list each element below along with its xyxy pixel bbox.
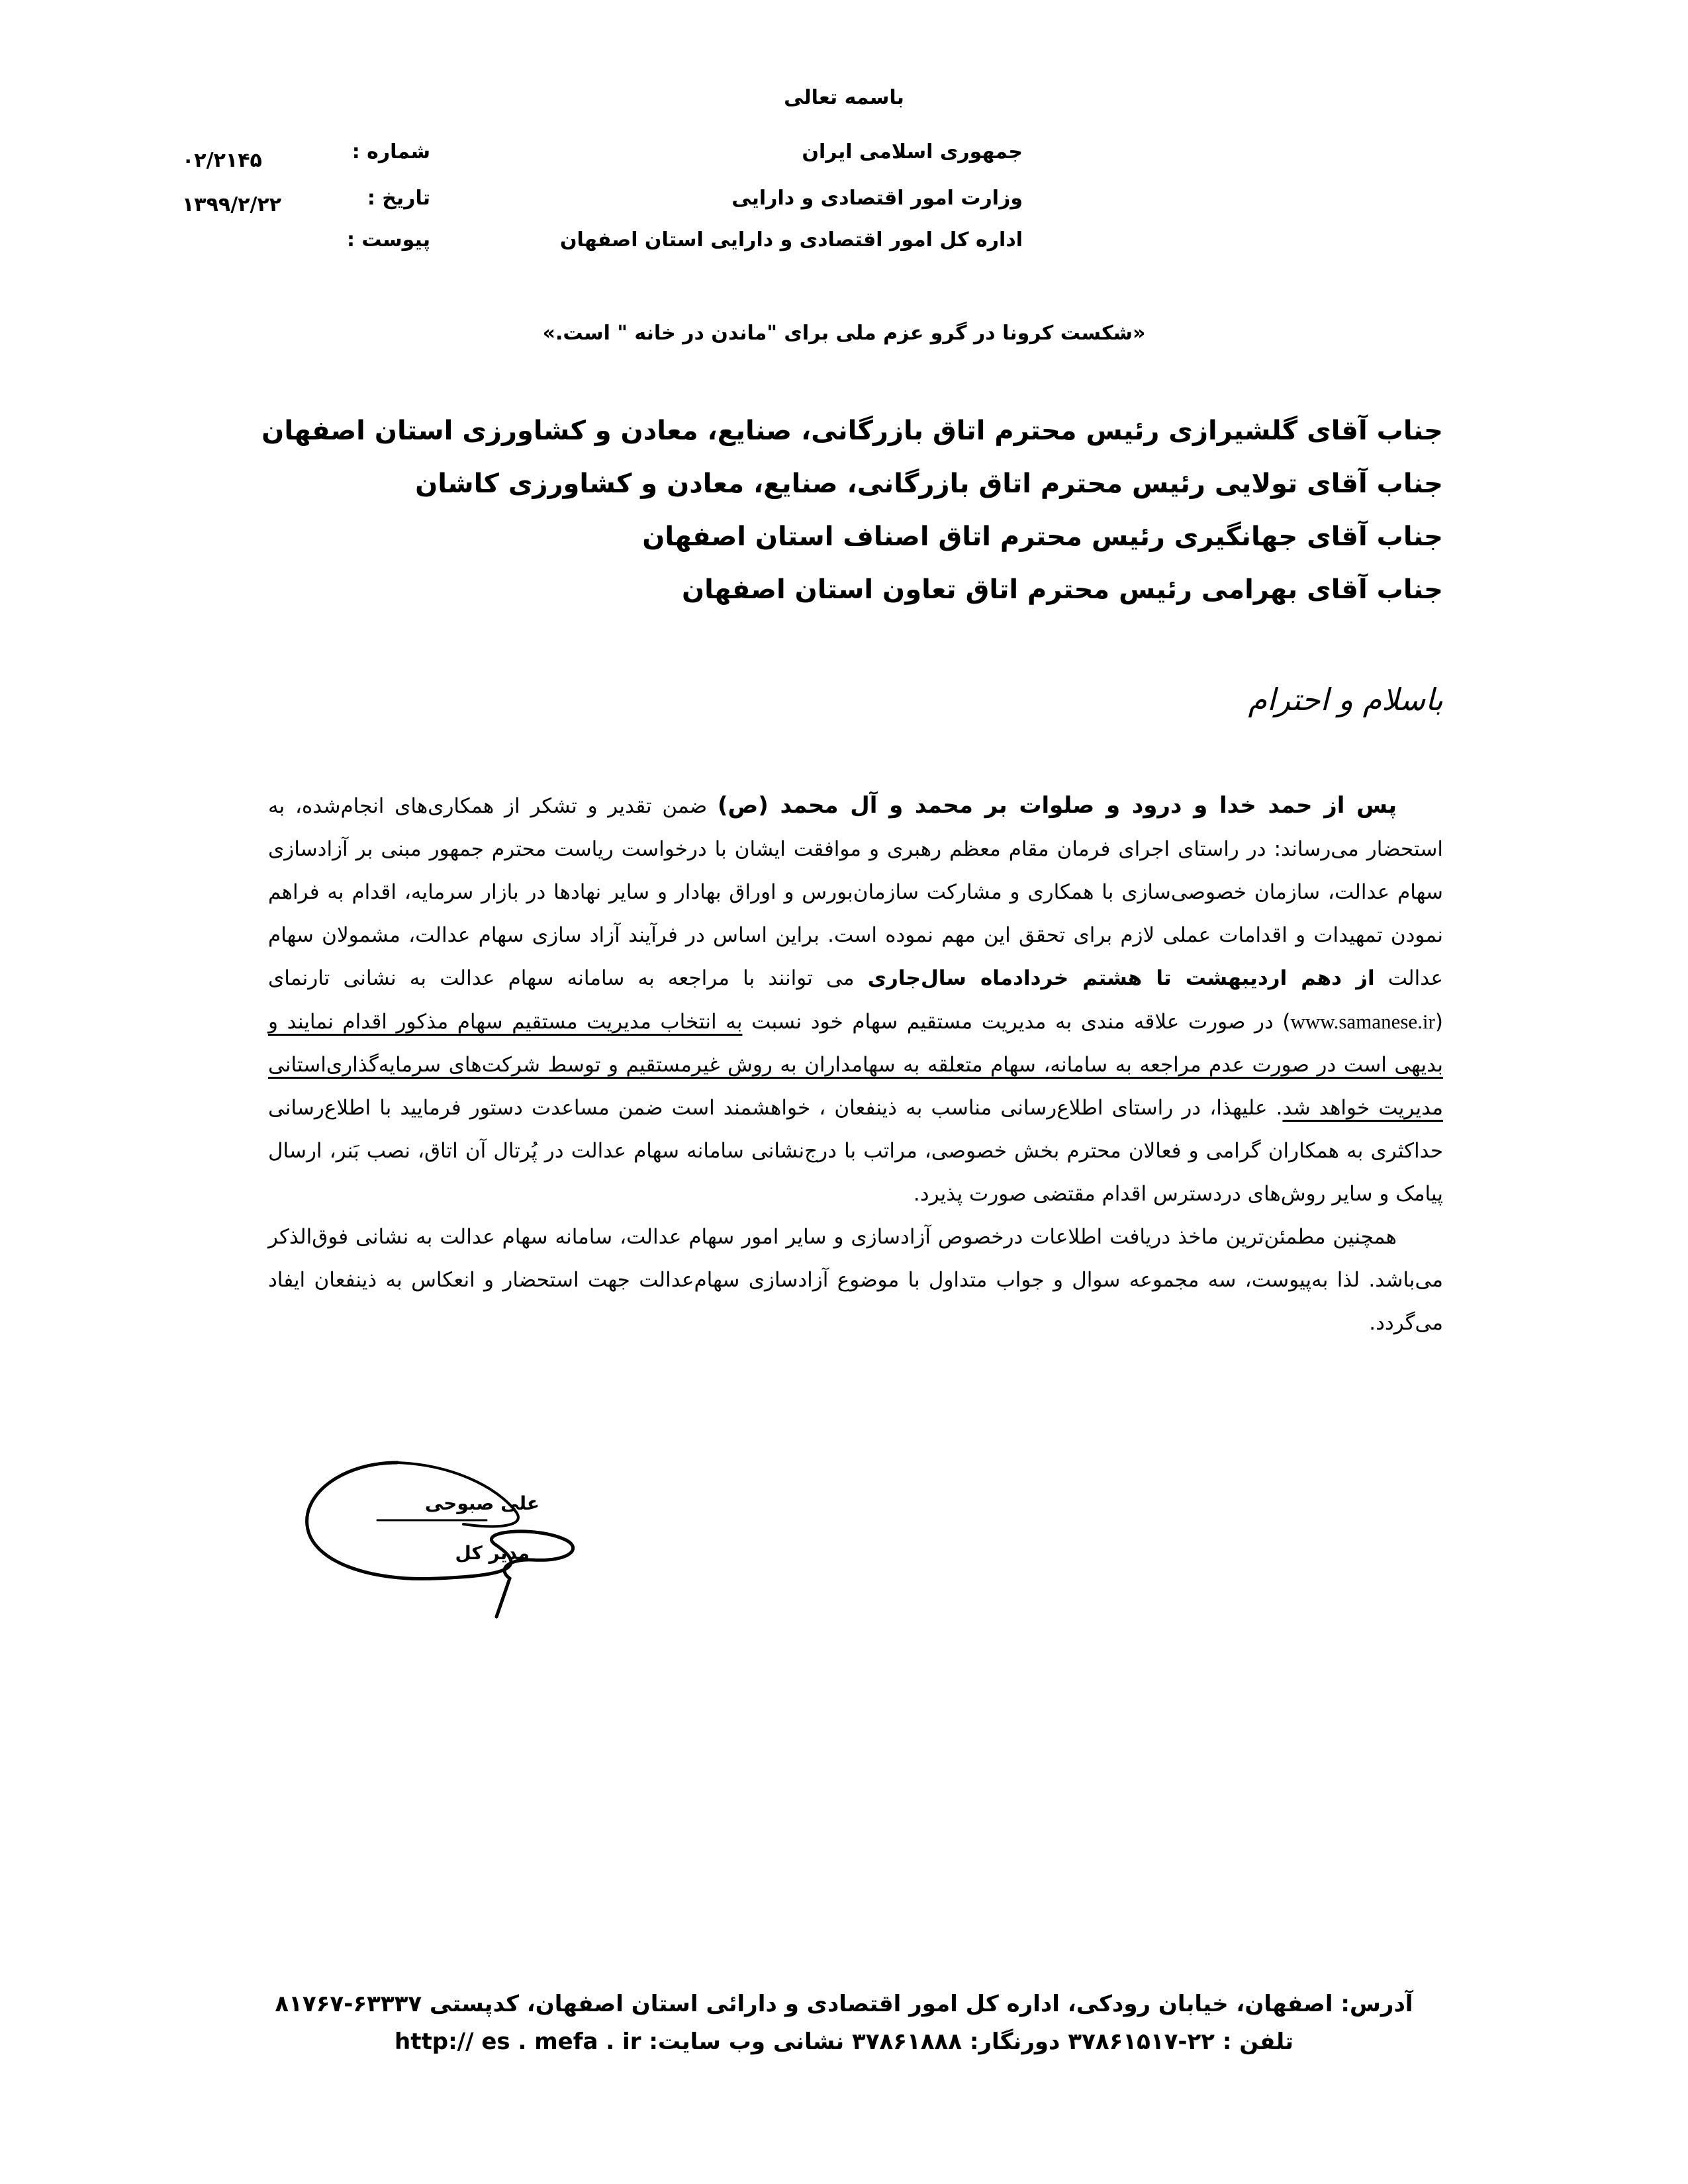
addressee-line: جناب آقای تولایی رئیس محترم اتاق بازرگانی، صنایع، معادن و کشاورزی کاشان [415, 469, 1443, 499]
body-paragraph-2: همچنین مطمئن‌ترین ماخذ دریافت اطلاعات درخصوص آزادسازی و سایر امور سهام عدالت، سامانه سهام عدالت به نشانی فوق‌الذکر می‌باشد. لذا به‌پیوست، سه مجموعه سوال و جواب متداول با موضوع آزادسازی سهام‌عدالت جهت استحضار و انعکاس به ذینفعان ایفاد می‌گردد. [268, 1225, 1443, 1335]
addressee-line: جناب آقای جهانگیری رئیس محترم اتاق اصناف استان اصفهان [642, 522, 1443, 552]
body-text: ) در صورت علاقه مندی به مدیریت مستقیم سهام خود نسبت [742, 1010, 1291, 1034]
footer-contact: تلفن : ۲۲-۳۷۸۶۱۵۱۷ دورنگار: ۳۷۸۶۱۸۸۸ نشانی وب سایت: http:// es . mefa . ir [395, 2028, 1293, 2055]
signature [298, 1446, 589, 1625]
body-text: ضمن تقدیر و تشکر از همکاری‌های انجام‌شده، به استحضار می‌رساند: در راستای اجرای فرمان مقام معظم رهبری و موافقت ایشان با درخواست ریاست محترم جمهور مبنی بر آزادسازی سهام عدالت، سازمان خصوصی‌سازی با همکاری و مشارکت سازمان‌بورس و اوراق بهادار و سایر نهادها در بازار سرمایه، اقدام به فراهم نمودن تمهیدات و اقدامات عملی لازم برای تحقق این مهم نموده است. براین اساس در فرآیند آزاد سازی سهام عدالت، مشمولان سهام عدالت [268, 794, 1443, 990]
basmala: باسمه تعالی [784, 86, 904, 109]
addressee-line: جناب آقای بهرامی رئیس محترم اتاق تعاون استان اصفهان [681, 574, 1443, 605]
greeting: باسلام و احترام [1248, 682, 1443, 717]
body-text: می توانند با مراجعه به سامانه سهام عدالت به نشانی تارنمای ( [268, 966, 1443, 1034]
org-line-department: اداره کل امور اقتصادی و دارایی استان اصفهان [559, 228, 1023, 251]
letter-date-value: ۱۳۹۹/۲/۲۲ [182, 193, 282, 216]
opening-phrase: پس از حمد خدا و درود و صلوات بر محمد و آل محمد (ص) [717, 792, 1397, 819]
signature-scribble [298, 1446, 589, 1625]
underlined-text: به انتخاب مدیریت مستقیم سهام مذکور اقدام نمایند و بدیهی است در صورت عدم مراجعه به سامانه، سهام متعلقه به سهامداران به روش غیرمستقیم و توسط شرکت‌های سرمایه‌گذاری‌استانی مدیریت خواهد شد [268, 1010, 1443, 1120]
body-text: . علیهذا، در راستای اطلاع‌رسانی مناسب به ذینفعان ، خواهشمند است ضمن مساعدت دستور فرمایید با اطلاع‌رسانی حداکثری به همکاران گرامی و فعالان محترم بخش خصوصی، مراتب با درج‌نشانی سامانه سهام عدالت در پُرتال آن اتاق، نصب بَنر، ارسال پیامک و سایر روش‌های دردسترس اقدام مقتضی صورت پذیرد. [268, 1096, 1443, 1206]
letter-date-label: تاریخ : [367, 187, 430, 210]
website-url: www.samanese.ir [1290, 1010, 1435, 1033]
attachment-label: پیوست : [346, 228, 430, 251]
letter-body [268, 784, 1443, 1345]
signer-title: مدیر کل [455, 1542, 530, 1564]
footer-address: آدرس: اصفهان، خیابان رودکی، اداره کل امور اقتصادی و دارائی استان اصفهان، کدپستی ۶۳۳۳۷-۸۱۷۶۷ [275, 1991, 1413, 2017]
addressee-line: جناب آقای گلشیرازی رئیس محترم اتاق بازرگانی، صنایع، معادن و کشاورزی استان اصفهان [261, 416, 1443, 446]
org-line-country: جمهوری اسلامی ایران [802, 140, 1023, 163]
org-line-ministry: وزارت امور اقتصادی و دارایی [731, 187, 1023, 210]
letter-number-value: ۰۲/۲۱۴۵ [182, 149, 262, 172]
body-paragraph-1 [268, 784, 1443, 1216]
slogan: «شکست کرونا در گرو عزم ملی برای "ماندن در خانه " است.» [542, 322, 1146, 345]
letter-number-label: شماره : [352, 140, 430, 163]
deadline-text: از دهم اردیبهشت تا هشتم خردادماه سال‌جاری [867, 966, 1375, 990]
signer-name: علی صبوحی [424, 1492, 539, 1514]
